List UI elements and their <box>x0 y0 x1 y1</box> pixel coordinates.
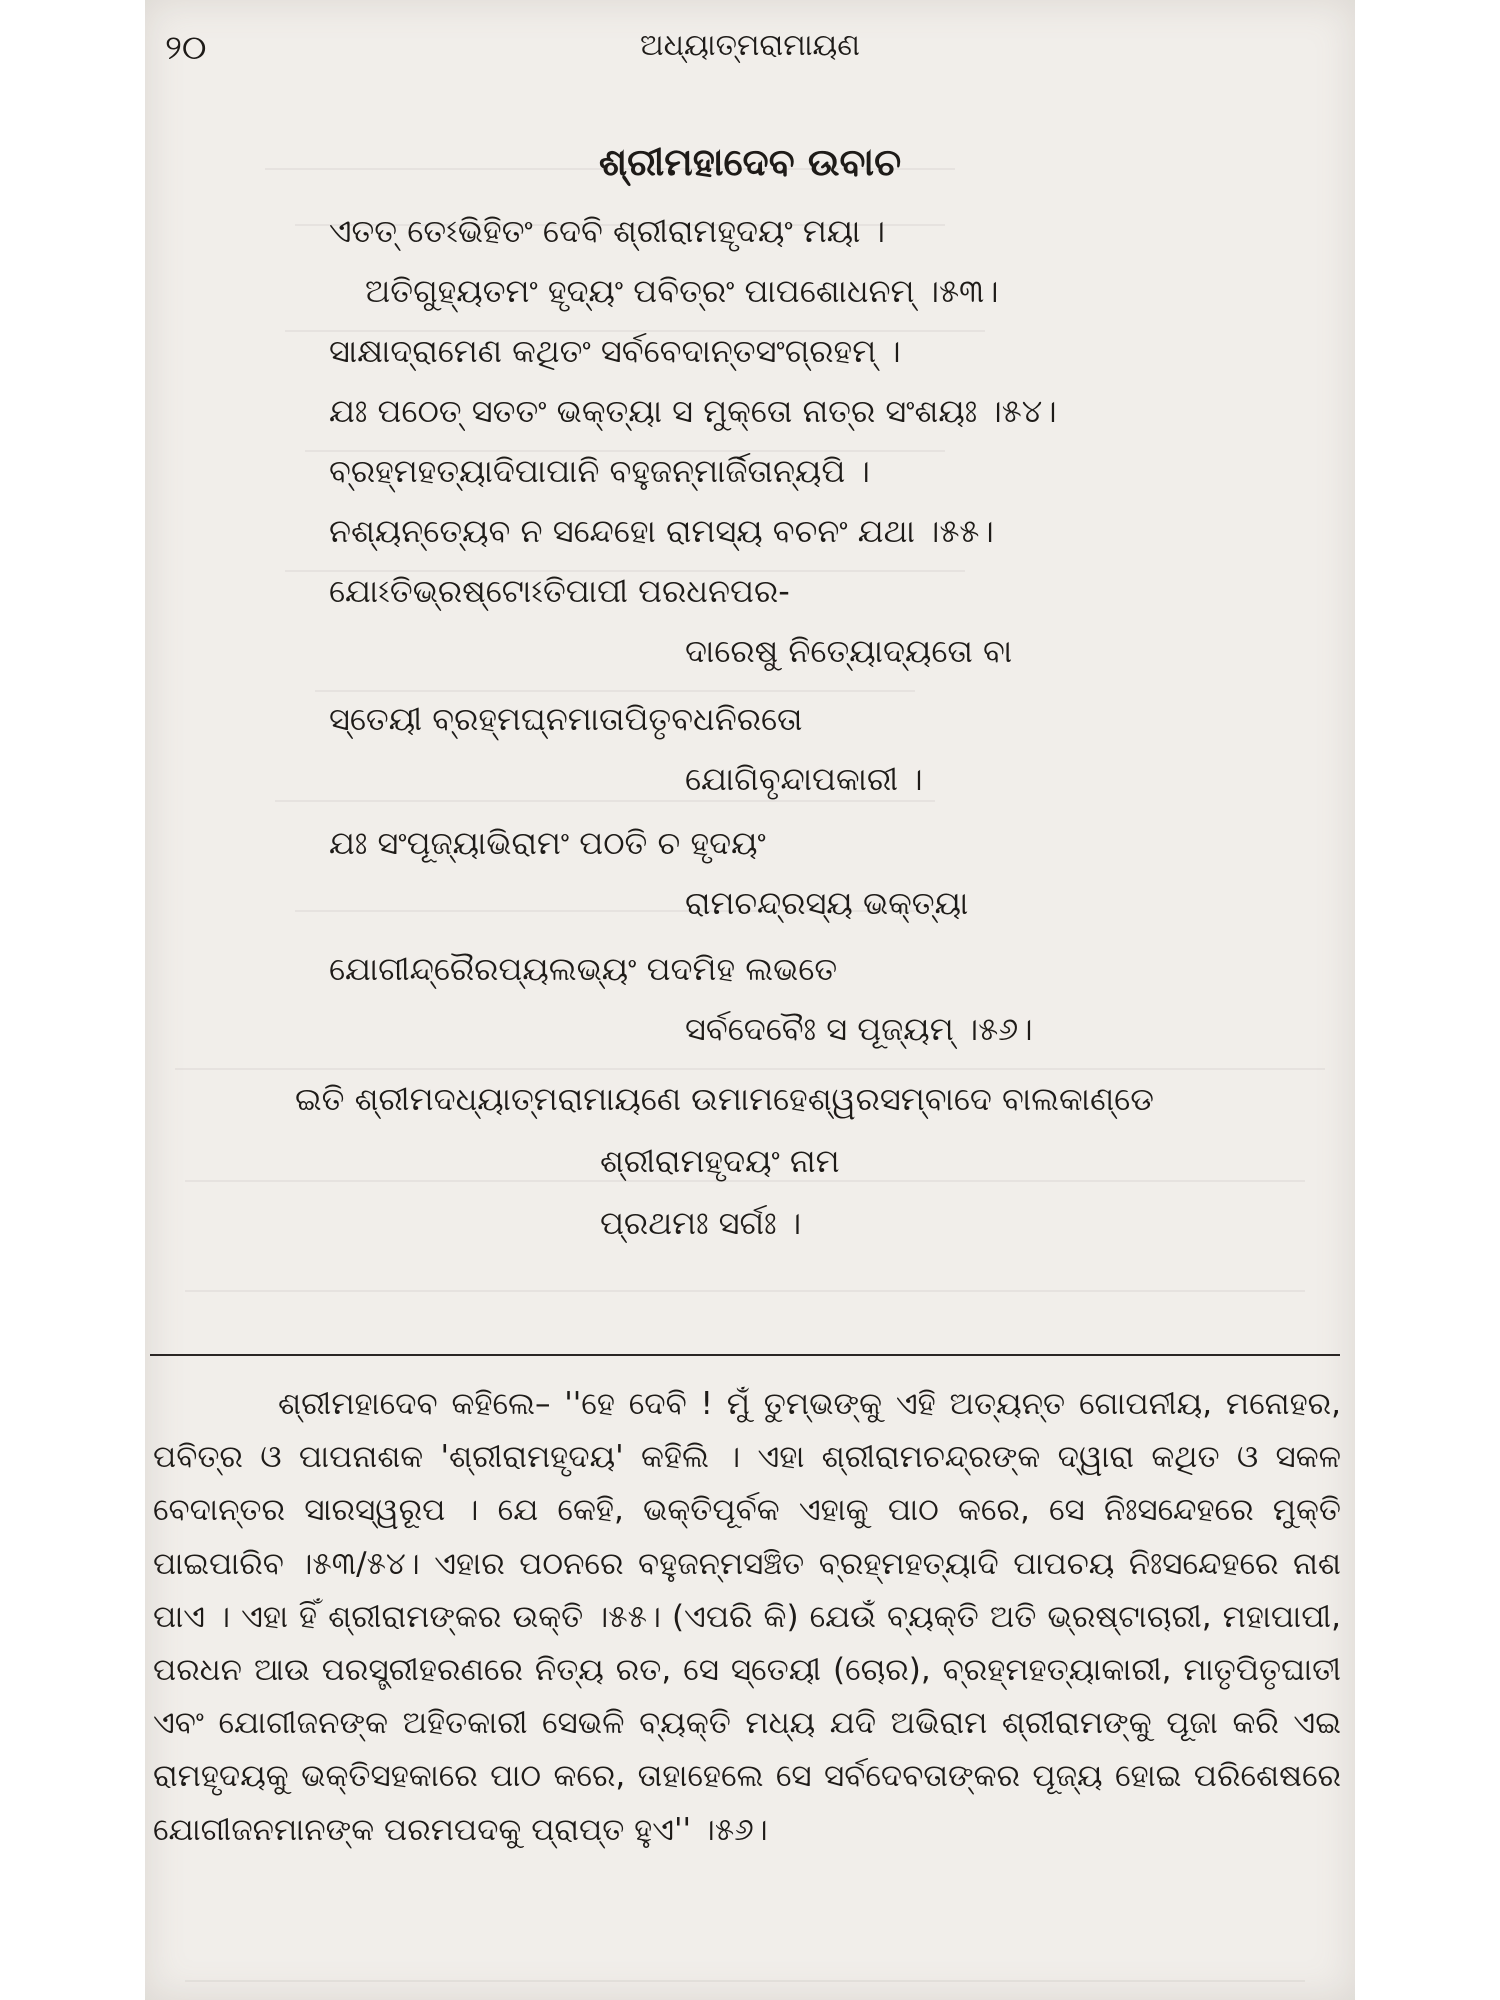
section-divider <box>150 1354 1340 1356</box>
translation-block <box>153 1378 1341 1857</box>
verse-line: ଯଃ ପଠେତ୍ ସତତଂ ଭକ୍ତ୍ୟା ସ ମୁକ୍ତୋ ନାତ୍ର ସଂଶୟଃ ।୫୪। <box>329 392 1057 430</box>
running-title: ଅଧ୍ୟାତ୍ମରାମାୟଣ <box>640 28 860 63</box>
verse-line: ସାକ୍ଷାଦ୍ରାମେଣ କଥିତଂ ସର୍ବବେଦାନ୍ତସଂଗ୍ରହମ୍ । <box>329 332 901 370</box>
colophon-line: ଇତି ଶ୍ରୀମଦଧ୍ୟାତ୍ମରାମାୟଣେ ଉମାମହେଶ୍ୱରସମ୍ବାଦେ ବାଲକାଣ୍ଡେ <box>295 1080 1154 1118</box>
verse-line: ବ୍ରହ୍ମହତ୍ୟାଦିପାପାନି ବହୁଜନ୍ମାର୍ଜିତାନ୍ୟପି । <box>329 452 870 490</box>
colophon-line: ଶ୍ରୀରାମହୃଦୟଂ ନାମ <box>600 1142 840 1180</box>
verse-line: ରାମଚନ୍ଦ୍ରସ୍ୟ ଭକ୍ତ୍ୟା <box>685 884 969 922</box>
verse-line: ଯଃ ସଂପୂଜ୍ୟାଭିରାମଂ ପଠତି ଚ ହୃଦୟଂ <box>329 824 766 862</box>
verse-line: ଏତତ୍ ତେଽଭିହିତଂ ଦେବି ଶ୍ରୀରାମହୃଦୟଂ ମୟା । <box>329 212 886 250</box>
translation-paragraph: ଶ୍ରୀମହାଦେବ କହିଲେ– ''ହେ ଦେବି ! ମୁଁ ତୁମ୍ଭଙ୍କୁ ଏହି ଅତ୍ୟନ୍ତ ଗୋପନୀୟ, ମନୋହର, ପବିତ୍ର ଓ ପାପନାଶକ 'ଶ୍ରୀରାମହୃଦୟ' କହିଲି । ଏହା ଶ୍ରୀରାମଚନ୍ଦ୍ରଙ୍କ ଦ୍ୱାରା କଥିତ ଓ ସକଳ ବେଦାନ୍ତର ସାରସ୍ୱରୂପ । ଯେ କେହି, ଭକ୍ତିପୂର୍ବକ ଏହାକୁ ପାଠ କରେ, ସେ ନିଃସନ୍ଦେହରେ ମୁକ୍ତି ପାଇପାରିବ ।୫୩/୫୪। ଏହାର ପଠନରେ ବହୁଜନ୍ମସଞ୍ଚିତ ବ୍ରହ୍ମହତ୍ୟାଦି ପାପଚୟ ନିଃସନ୍ଦେହରେ ନାଶ ପାଏ । ଏହା ହିଁ ଶ୍ରୀରାମଙ୍କର ଉକ୍ତି ।୫୫। (ଏପରି କି) ଯେଉଁ ବ୍ୟକ୍ତି ଅତି ଭ୍ରଷ୍ଟାଚାରୀ, ମହାପାପୀ, ପରଧନ ଆଉ ପରସ୍ତ୍ରୀହରଣରେ ନିତ୍ୟ ରତ, ସେ ସ୍ତେୟୀ (ଚୋର), ବ୍ରହ୍ମହତ୍ୟାକାରୀ, ମାତୃପିତୃଘାତୀ ଏବଂ ଯୋଗୀଜନଙ୍କ ଅହିତକାରୀ ସେଭଳି ବ୍ୟକ୍ତି ମଧ୍ୟ ଯଦି ଅଭିରାମ ଶ୍ରୀରାମଙ୍କୁ ପୂଜା କରି ଏଇ ରାମହୃଦୟକୁ ଭକ୍ତିସହକାରେ ପାଠ କରେ, ତାହାହେଲେ ସେ ସର୍ବଦେବତାଙ୍କର ପୂଜ୍ୟ ହୋଇ ପରିଶେଷରେ ଯୋଗୀଜନମାନଙ୍କ ପରମପଦକୁ ପ୍ରାପ୍ତ ହୁଏ'' ।୫୬। <box>153 1386 1341 1848</box>
verse-line: ଅତିଗୁହ୍ୟତମଂ ହୃଦ୍ୟଂ ପବିତ୍ରଂ ପାପଶୋଧନମ୍ ।୫୩। <box>365 272 999 310</box>
book-page <box>145 0 1355 2000</box>
verse-line: ସର୍ବଦେବୈଃ ସ ପୂଜ୍ୟମ୍ ।୫୬। <box>685 1010 1033 1048</box>
section-heading: ଶ୍ରୀମହାଦେବ ଉବାଚ <box>598 140 902 184</box>
verse-line: ଯୋଗୀନ୍ଦ୍ରୈରପ୍ୟଲଭ୍ୟଂ ପଦମିହ ଲଭତେ <box>329 950 838 988</box>
verse-line: ଯୋଽତିଭ୍ରଷ୍ଟୋଽତିପାପୀ ପରଧନପର- <box>329 572 790 610</box>
page-header <box>145 28 1355 78</box>
verse-line: ଦାରେଷୁ ନିତ୍ୟୋଦ୍ୟତୋ ବା <box>685 632 1013 670</box>
verse-line: ନଶ୍ୟନ୍ତ୍ୟେବ ନ ସନ୍ଦେହୋ ରାମସ୍ୟ ବଚନଂ ଯଥା ।୫୫। <box>329 512 994 550</box>
verse-line: ସ୍ତେୟୀ ବ୍ରହ୍ମଘ୍ନମାତାପିତୃବଧନିରତୋ <box>329 700 803 738</box>
colophon-line: ପ୍ରଥମଃ ସର୍ଗଃ । <box>600 1204 802 1242</box>
page-number: ୨୦ <box>165 28 207 68</box>
verse-line: ଯୋଗିବୃନ୍ଦାପକାରୀ । <box>685 760 923 798</box>
